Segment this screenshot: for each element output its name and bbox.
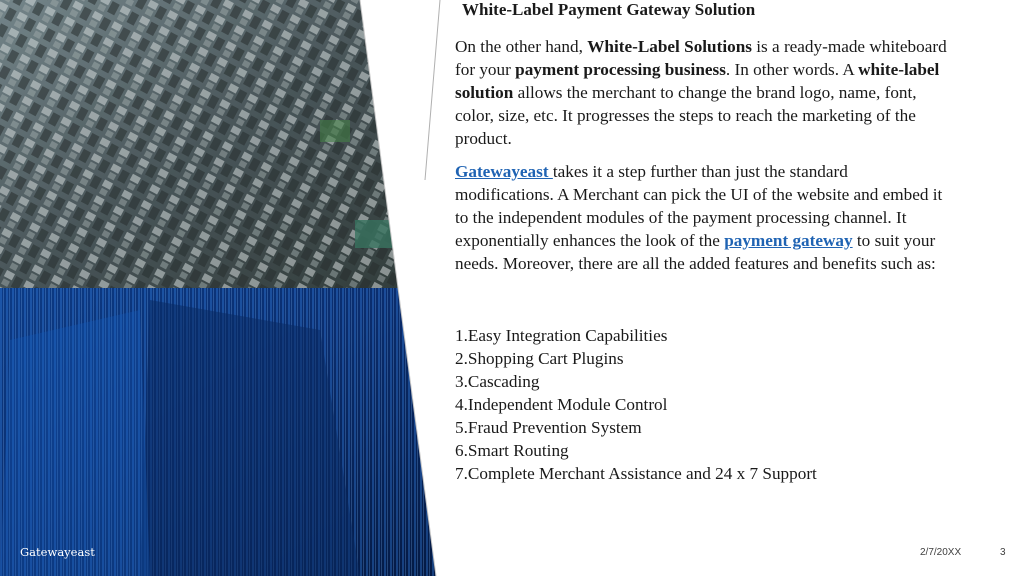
paragraph-text: . In other words. A <box>725 60 859 79</box>
list-item: 3.Cascading <box>455 372 540 391</box>
bold-term: white-label solution <box>455 60 940 102</box>
paragraph-text: to suit your needs. Moreover, there are all the added features and benefits such as: <box>455 231 936 273</box>
blue-skyscraper-photo <box>0 288 440 576</box>
list-item: 2.Shopping Cart Plugins <box>455 349 624 368</box>
bold-term: White-Label Solutions <box>587 37 752 56</box>
footer-date: 2/7/20XX <box>920 547 962 558</box>
paragraph-text: takes it a step further than just the standard modifications. A Merchant can pick the UI of the website and embed it to the independent modules of the payment processing channel. It exponentially enhances the look of the <box>455 162 943 250</box>
paragraph-text: On the other hand, <box>455 37 588 56</box>
features-list <box>455 324 817 485</box>
paragraph-gatewayeast <box>455 160 950 275</box>
paragraph-text: is a ready-made whiteboard for your <box>455 37 947 79</box>
slide-title: White-Label Payment Gateway Solution <box>462 0 756 19</box>
page-number: 3 <box>1000 547 1006 558</box>
list-item: 4.Independent Module Control <box>455 395 668 414</box>
bold-term: payment processing business <box>515 60 726 79</box>
list-item: 5.Fraud Prevention System <box>455 418 642 437</box>
list-item: 1.Easy Integration Capabilities <box>455 326 668 345</box>
list-item: 7.Complete Merchant Assistance and 24 x 7 Support <box>455 464 817 483</box>
city-aerial-photo <box>0 0 440 288</box>
footer-brand: Gatewayeast <box>20 545 95 559</box>
list-item: 6.Smart Routing <box>455 441 569 460</box>
left-image-panel <box>0 0 440 576</box>
gatewayeast-link[interactable]: Gatewayeast <box>455 162 553 181</box>
paragraph-intro <box>455 35 950 150</box>
paragraph-text: allows the merchant to change the brand logo, name, font, color, size, etc. It progresses the steps to reach the marketing of the product. <box>455 83 917 148</box>
payment-gateway-link[interactable]: payment gateway <box>724 231 853 250</box>
